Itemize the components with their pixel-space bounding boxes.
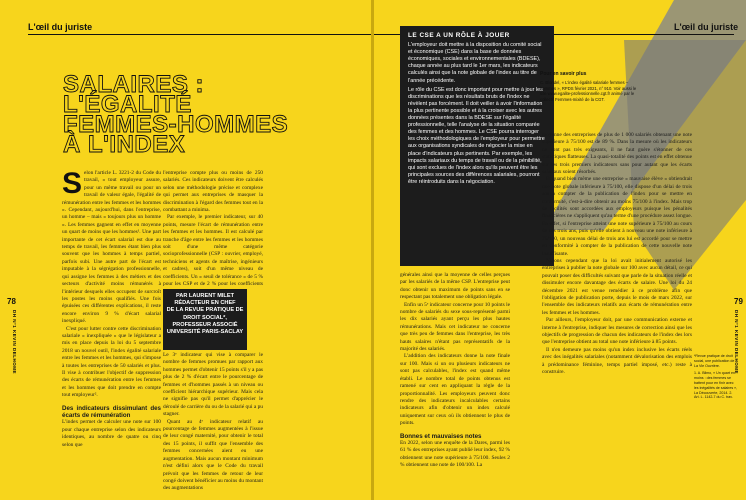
article-column-2b [163, 352, 263, 495]
article-column-1 [62, 170, 161, 495]
right-page [374, 0, 746, 500]
page-number-left: 78 [7, 297, 16, 306]
subheading-indicators: Des indicateurs dissimulant des écarts de rémunération [62, 404, 161, 419]
author-box [163, 289, 247, 350]
further-reading [540, 72, 642, 102]
cse-sidebar [400, 26, 554, 266]
author-role-4: PROFESSEUR ASSOCIÉ [172, 321, 238, 328]
col1-para-1: elon l'article L. 3221-2 du Code du travail, « tout employeur assure, pour un même travail ou pour un travail de valeur égale, l'égalité de rémunération entre les femmes et les hommes ». Cependant, aujourd'hui, dans l'entreprise, un homme – mais « toujours plus un homme ». Les femmes gagnent en effet en moyenne un quart de moins que les hommes¹. Une part importante de cet écart salarial est due au temps de travail, les femmes étant bien plus souvent que les hommes à temps partiel, parfois subi. Une autre part de l'écart est imputable à la ségrégation professionnelle, qui assigne les femmes à des métiers et des secteurs d'activité moins rémunérés à l'intérieur desquels elles occupent de surcroît les postes les moins qualifiés. Une fois épuisées ces différentes explications, il reste encore environ 9 % d'écart salarial inexpliqué. [62, 170, 161, 325]
col2-para-1: l'entreprise compte plus ou moins de 250 salariés. Ces indicateurs doivent être calculés selon une méthodologie précise et complexe qui permet aux entreprises de masquer la discrimination à l'égard des femmes tout en la combattant a minima. [163, 170, 263, 214]
col3-para-3: L'addition des indicateurs donne la note finale sur 100. Mais si un ou plusieurs indicateurs ne sont pas calculables, l'index est quand même établi. Le nombre total de points obtenus est ramené sur cent en appliquant la règle de la proportionnalité. Les employeurs peuvent donc rendre des indicateurs incalculables certains indicateurs afin d'obtenir un index calculé uniquement sur ceux où ils obtiennent le plus de points. [400, 353, 510, 427]
article-column-r1 [400, 272, 510, 495]
author-role-3: DROIT SOCIAL*, [183, 314, 227, 321]
col4-para-4: Par ailleurs, l'employeur doit, par une communication externe et interne à l'entreprise, indiquer les mesures de correction ainsi que les objectifs de progression de chacun des indicateurs de l'index des lors que l'entreprise obtient au total une note inférieure à 85 points. [542, 317, 692, 346]
col4-para-2: Et quand bien même une entreprise « mauvaise élève » obtiendrait une note globale inférieure à 75/100, elle dispose d'un délai de trois ans à compter de la publication de l'index pour se mettre en conformité, c'est-à-dire obtenir au moins 75/100 à l'index. Mais trop de facilités sont accordées aux employeurs puisque les pénalités financières ne s'appliquent qu'au terme d'une procédure assez longue. En effet, si l'entreprise atteint une note supérieure à 75/100 au cours de ces trois ans, puis qu'elle obtient à nouveau une note inférieure à 75/100, un nouveau délai de trois ans lui est accordé pour se mettre en conformité à compter de la publication de cette nouvelle note insuffisante. [542, 176, 692, 257]
page-number-right: 79 [734, 297, 743, 306]
vertical-credit-right: DH N°1 KEVIN DELHOME [734, 310, 739, 375]
rubric-rule-left [28, 34, 371, 35]
left-page [0, 0, 371, 500]
rubric-left: L'œil du juriste [28, 22, 93, 32]
rubric-right: L'œil du juriste [674, 22, 739, 32]
col3-para-1-r: générales ainsi que la moyenne de celles perçues par les salariés de la même CSP. L'entreprise peut donc obtenir un maximum de points sans en se respectant pas totalement une obligation légale. [400, 272, 510, 301]
col1-para-3: L'index permet de calculer une note sur 100 pour chaque entreprise selon des indicateurs identiques, au nombre de quatre ou cinq selon que [62, 419, 161, 448]
vertical-credit-left: DH N°1 KEVIN DELHOME [12, 310, 17, 375]
subheading-grades: Bonnes et mauvaises notes [400, 432, 482, 440]
col4-para-1: moyenne des entreprises de plus de 1 000 salariés obtenant une note supérieure à 75/100 est de 89 %. Dans la mesure où les indicateurs ne sont pas très exigeants, il ne faut guère s'étonner de ces statistiques flatteuses. La quasi-totalité des points est en effet obtenue sur les trois premiers indicateurs sans pour autant que les écarts salariaux soient résorbés. [542, 132, 692, 176]
col1-para-2: C'est pour lutter contre cette discrimination salariale « inexpliquée » que le législateur a mis en place depuis la loi du 5 septembre 2018 un nouvel outil, l'index égalité salariale entre les femmes et les hommes, qui s'impose à toutes les entreprises de 50 salariés et plus. Il vise à contribuer l'objectif de suppression des écarts de rémunération entre les femmes et les hommes que doit prendre en compte tout employeur². [62, 325, 161, 399]
col4-para-3: Notons cependant que la loi avait initialement autorisé les entreprises à publier la note globale sur 100 avec aucun détail, ce qui pouvait poser des difficultés suivant que parle de la situation réelle et dissimuler encore davantage des écarts de salaire. Une loi du 24 décembre 2021 est venue remédier à ce problème afin que l'obligation de publication porte, depuis le mois de mars 2022, sur l'ensemble des indicateurs relatifs aux écarts de rémunération entre les femmes et les hommes. [542, 257, 692, 316]
author-name: PAR LAURENT MILET [175, 293, 234, 299]
article-column-3 [266, 170, 366, 495]
cse-para-2: Le rôle du CSE est donc important pour mettre à jour les discriminations que les résultats bruts de l'index ne révèlent pas forcément. Il doit veiller à avoir l'information la plus pertinente possible et à la croiser avec les autres données présentes dans la BDESE sur l'égalité professionnelle, telle l'analyse de la situation comparée des femmes et des hommes. Le CSE pourra interroger les choix méthodologiques de l'employeur pour permettre aux organisations syndicales de négocier la mise en place d'indicateurs plus pertinents. Par exemple, les impacts salariaux du temps de travail ou de la pénibilité, qui sont exclues de l'index alors qu'ils peuvent être les principales sources des différences salariales, pourront être réintroduits dans la négociation. [408, 86, 545, 185]
further-reading-title: Pour en savoir plus [540, 71, 587, 77]
footnote-1: *Revue pratique de droit social, une publication de La Vie Ouvrière. [694, 354, 735, 368]
col4-para-5: Il n'en demeure pas moins qu'un index inclusive les écarts réels avec des inégalités salariales (notamment dévalorisation des emplois à prédominance féminine, temps partiel imposé, etc.) reste à construire. [542, 346, 692, 375]
col3-para-4: En 2022, selon une enquête de la Dares, parmi les 61 % des entreprises ayant publié leur index, 92 % obtiennent une note supérieure à 75/100. Seules 2 % obtiennent une note de 100/100. La [400, 439, 510, 469]
author-role-2: DE LA REVUE PRATIQUE DE [166, 307, 244, 314]
cse-title: LE CSE A UN RÔLE À JOUER [408, 32, 510, 39]
cse-para-1: L'employeur doit mettre à la disposition du comité social et économique (CSE) dans la base de données économiques, sociales et environnementales (BDESE), chaque année au plus tard le 1er mars, les indicateurs calculés ainsi que la note globale de l'index au titre de l'année précédente. [408, 42, 542, 84]
drop-cap: S [62, 170, 83, 200]
author-role-1: RÉDACTEUR EN CHEF [174, 300, 236, 307]
author-role-5: UNIVERSITÉ PARIS-SACLAY [166, 329, 244, 336]
headline: SALAIRES : L'ÉGALITÉ FEMMES-HOMMES À L'INDEX [63, 71, 289, 158]
col3-para-2: Enfin un 5ᵉ indicateur concerne pour 10 points le nombre de salariés du sexe sous-représenté parmi les dix salariés ayant perçu les plus hautes rémunérations. Mais cet indicateur ne concerne que très peu de femmes dans l'entreprise, les très hauts salaires n'étant pas représentatifs de la majorité des salariés. [400, 301, 510, 353]
article-column-2a [163, 170, 263, 288]
col2-para-3: Le 3ᵉ indicateur qui vise à comparer le nombre de femmes promues par rapport aux hommes permet d'obtenir 15 points s'il y a pas plus de 2 % d'écart entre le pourcentage de femmes et d'hommes passés à un niveau ou coefficient hiérarchique supérieur. Mais cela ne signifie pas qu'il permet d'apprécier le déroulé de carrière du ou de la salarié qui a pu stagner. [163, 352, 263, 418]
footnotes [694, 354, 738, 400]
col2-para-2: Par exemple, le premier indicateur, sur 40 points, mesure l'écart de rémunération entre les femmes et les hommes. Il est calculé par tranche d'âge entre les femmes et les hommes soit d'une même catégorie socioprofessionnelle (CSP : ouvrier, employé, techniciens et agents de maîtrise, ingénieurs et cadres), soit d'un même niveau de coefficients. Un « seuil de tolérance » de 5 % pour les CSP et de 2 % pour les coefficients [163, 214, 263, 288]
col2-para-4: Quant au 4ᵉ indicateur relatif au pourcentage de femmes augmentées à l'issue de leur congé maternité, pour obtenir le total des 15 points, il suffit que l'ensemble des femmes concernées aient eu une augmentation. Mais aucun montant minimum n'est défini alors que le Code du travail prévoit que les femmes de retour de leur congé doivent bénéficier au moins du montant des augmentations [163, 418, 263, 492]
further-reading-body: C. Blondel, « L'index égalité salariale femmes – hommes », RPDS février 2021, n° 910. Voir aussi le site www.egalite-professionnelle.cgt.fr animé par le collectif Femmes-mixité de la CGT. [540, 80, 637, 102]
footnote-2: 1. A. Bilmo, « Un quart en moins : des femmes se battent pour en finir avec les inégalités de salaires », La Découverte, 2014. 2. Art. L. 1142-7 du C. trav. [694, 371, 738, 400]
article-column-r2 [542, 132, 692, 495]
